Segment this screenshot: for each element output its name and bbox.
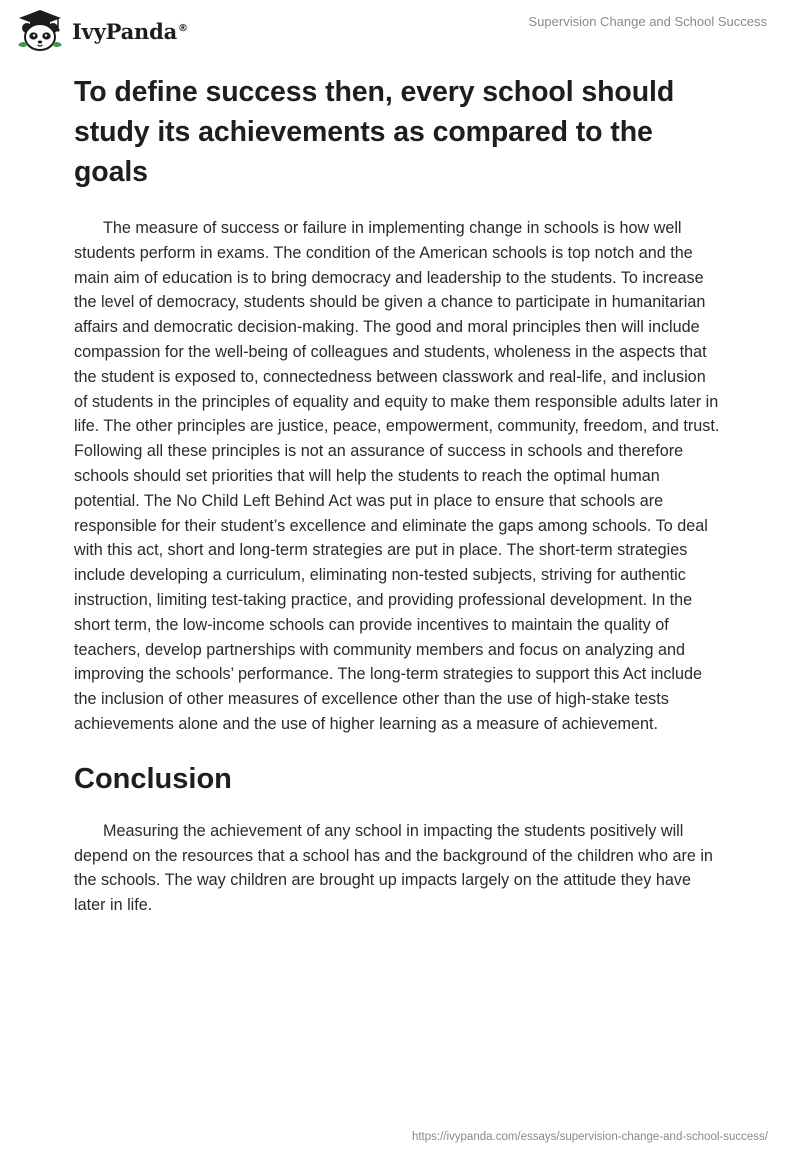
section-paragraph: The measure of success or failure in implementing change in schools is how well students perform in exams. The condition of the American schools is top notch and the main aim of education is to bring democracy and leadership to the students. To increase the level of democracy, students should be given a chance to participate in humanitarian affairs and democratic decision-making. The good and moral principles then will include compassion for the well-being of colleagues and students, wholeness in the aspects that the student is exposed to, connectedness between classwork and real-life, and inclusion of students in the principles of equality and equity to make them responsible adults later in life. The other principles are justice, peace, empowerment, community, freedom, and trust. Following all these principles is not an assurance of success in schools and therefore schools should set priorities that will help the students to reach the optimal human potential. The No Child Left Behind Act was put in place to ensure that schools are responsible for their student’s excellence and eliminate the gaps among schools. To deal with this act, short and long-term strategies are put in place. The short-term strategies include developing a curriculum, eliminating non-tested subjects, striving for authentic instruction, limiting test-taking practice, and providing professional development. In the short term, the low-income schools can provide incentives to maintain the quality of teachers, develop partnerships with community members and focus on analyzing and improving the schools’ performance. The long-term strategies to support this Act include the inclusion of other measures of excellence other than the use of high-stake tests achievements alone and the use of higher learning as a measure of achievement. xyxy=(74,219,720,733)
ivypanda-logo[interactable] xyxy=(14,9,188,53)
essay-content xyxy=(74,72,722,918)
section-heading: To define success then, every school should study its achievements as compared to the goals xyxy=(74,76,675,188)
conclusion-paragraph: Measuring the achievement of any school in impacting the students positively will depend on the resources that a school has and the background of the children who are in the schools. The way children are brought up impacts largely on the attitude they have later in life. xyxy=(74,821,713,915)
registered-mark: ® xyxy=(178,22,188,34)
document-title: Supervision Change and School Success xyxy=(528,14,767,29)
panda-graduation-cap-icon xyxy=(14,9,66,53)
source-url[interactable]: https://ivypanda.com/essays/supervision-change-and-school-success/ xyxy=(411,1131,768,1143)
conclusion-heading: Conclusion xyxy=(74,762,232,795)
brand-name: IvyPanda® xyxy=(72,18,188,44)
page-header xyxy=(0,0,800,56)
